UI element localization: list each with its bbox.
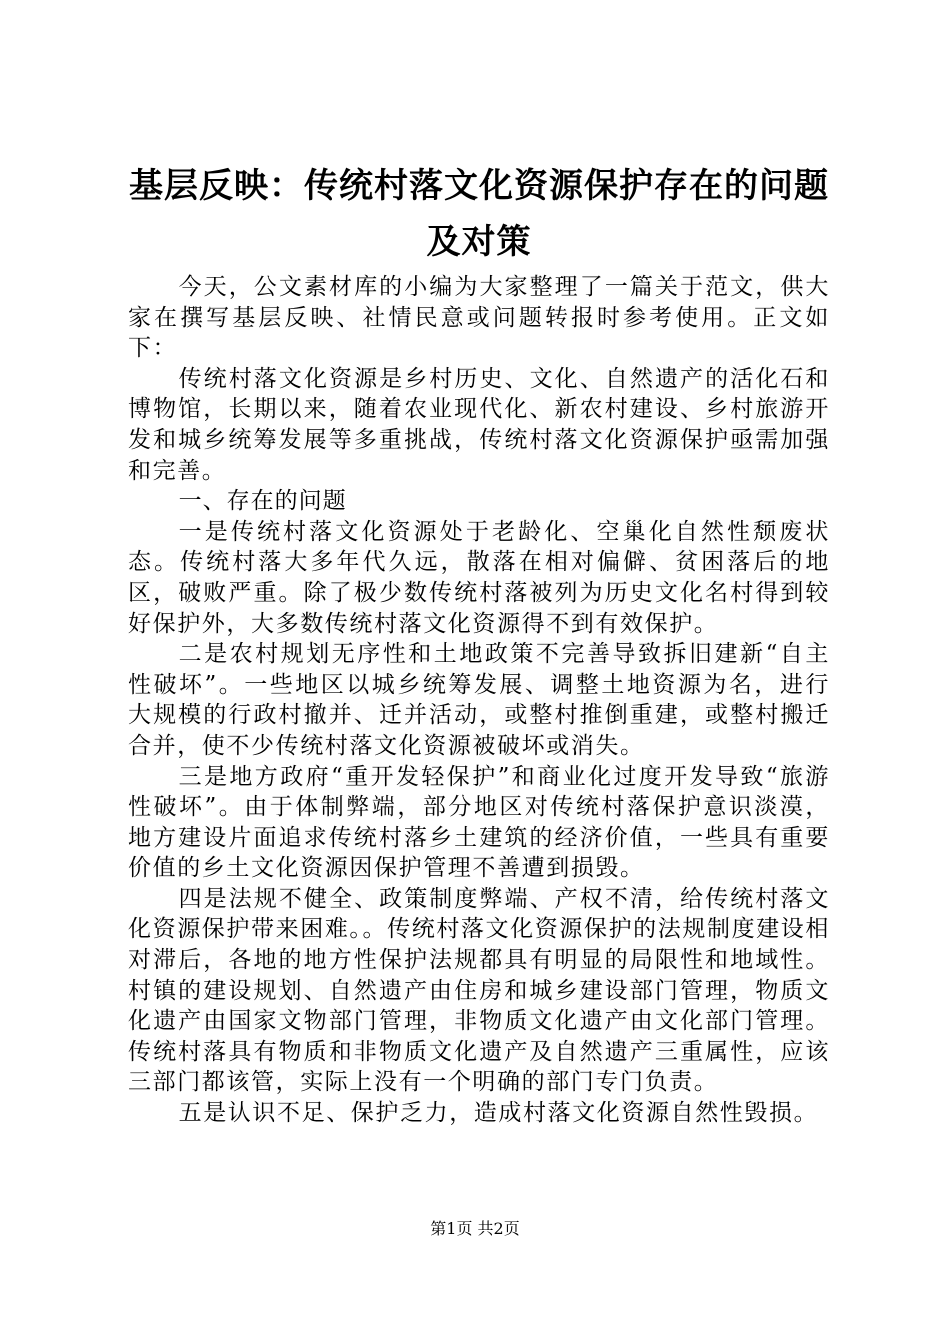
intro-paragraph: 今天，公文素材库的小编为大家整理了一篇关于范文，供大家在撰写基层反映、社情民意或问题转报时参考使用。正文如下： [128,274,830,362]
problem-paragraph-3: 三是地方政府“重开发轻保护”和商业化过度开发导致“旅游性破坏”。由于体制弊端，部分地区对传统村落保护意识淡漠，地方建设片面追求传统村落乡土建筑的经济价值，一些具有重要价值的乡土文化资源因保护管理不善遭到损毁。 [128,763,830,882]
problem-paragraph-5: 五是认识不足、保护乏力，造成村落文化资源自然性毁损。 [178,1100,819,1127]
document-page [128,158,830,1129]
document-title: 基层反映：传统村落文化资源保护存在的问题及对策 [129,166,829,262]
page-footer: 第1页 共2页 [430,1219,520,1238]
section-heading: 一、存在的问题 [178,488,347,515]
background-paragraph: 传统村落文化资源是乡村历史、文化、自然遗产的活化石和博物馆，长期以来，随着农业现代化、新农村建设、乡村旅游开发和城乡统筹发展等多重挑战，传统村落文化资源保护亟需加强和完善。 [128,365,830,484]
problem-paragraph-4: 四是法规不健全、政策制度弊端、产权不清，给传统村落文化资源保护带来困难。。传统村落文化资源保护的法规制度建设相对滞后，各地的地方性保护法规都具有明显的局限性和地域性。村镇的建设规划、自然遗产由住房和城乡建设部门管理，物质文化遗产由国家文物部门管理，非物质文化遗产由文化部门管理。传统村落具有物质和非物质文化遗产及自然遗产三重属性，应该三部门都该管，实际上没有一个明确的部门专门负责。 [128,885,830,1096]
problem-paragraph-1: 一是传统村落文化资源处于老龄化、空巢化自然性颓废状态。传统村落大多年代久远，散落在相对偏僻、贫困落后的地区，破败严重。除了极少数传统村落被列为历史文化名村得到较好保护外，大多数传统村落文化资源得不到有效保护。 [128,518,830,637]
problem-paragraph-2: 二是农村规划无序性和土地政策不完善导致拆旧建新“自主性破坏”。一些地区以城乡统筹发展、调整土地资源为名，进行大规模的行政村撤并、迁并活动，或整村推倒重建，或整村搬迁合并，使不少传统村落文化资源被破坏或消失。 [128,641,830,759]
